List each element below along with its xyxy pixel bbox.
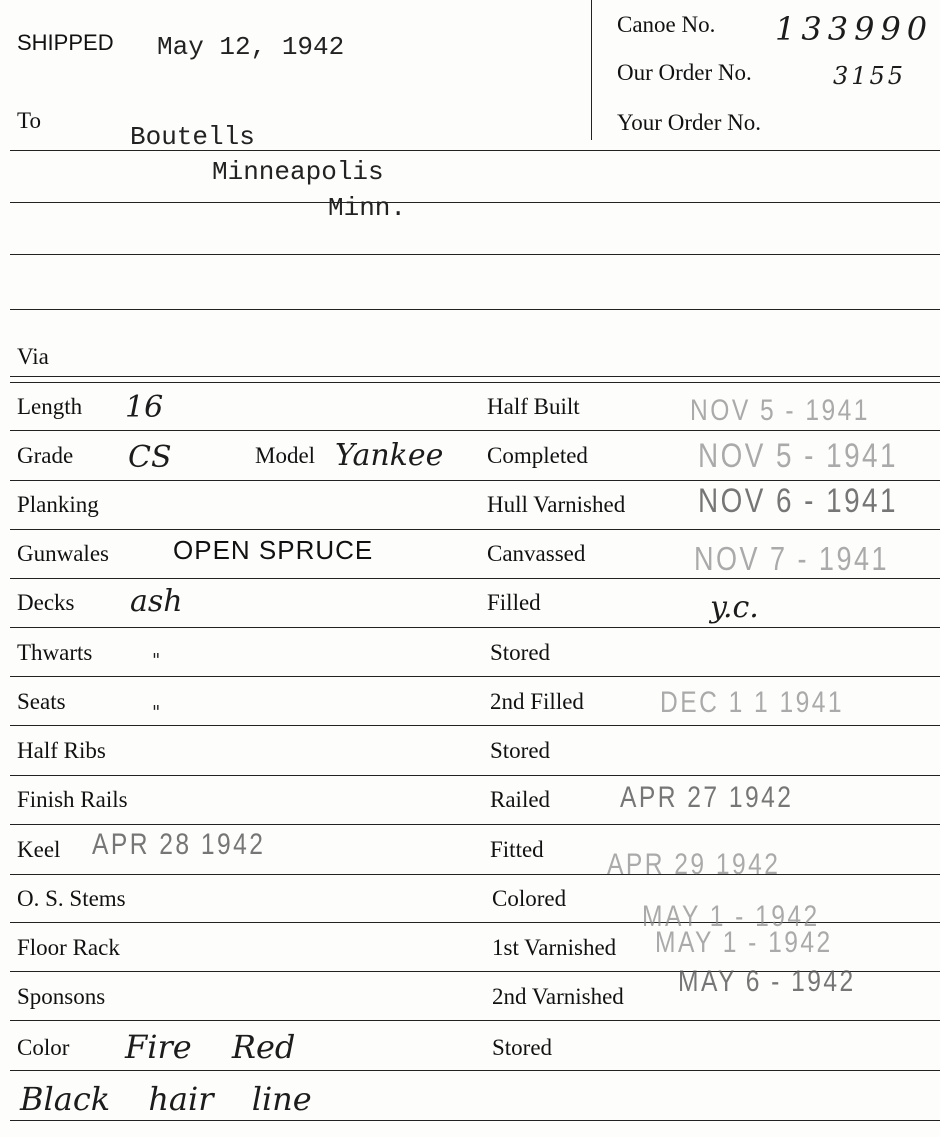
first-varnished-label: 1st Varnished	[492, 935, 617, 960]
row-line	[10, 874, 940, 875]
color-label: Color	[17, 1035, 70, 1060]
row-line	[10, 529, 940, 530]
row-line	[10, 480, 940, 481]
row-line	[10, 1070, 940, 1071]
grade-label: Grade	[17, 443, 74, 468]
grade-value: CS	[128, 440, 172, 475]
keel-stamp: APR 28 1942	[92, 828, 266, 861]
floor-rack-label: Floor Rack	[17, 935, 120, 960]
row-line	[10, 430, 940, 431]
os-stems-label: O. S. Stems	[17, 886, 126, 911]
our-order-label: Our Order No.	[617, 60, 752, 85]
hull-varnished-label: Hull Varnished	[487, 492, 626, 517]
row-line	[10, 725, 940, 726]
second-filled-stamp: DEC 1 1 1941	[660, 686, 845, 719]
first-varnished-stamp: MAY 1 - 1942	[655, 926, 833, 959]
to-line-4	[10, 309, 940, 310]
railed-label: Railed	[490, 787, 551, 812]
to-label: To	[17, 108, 41, 133]
completed-label: Completed	[487, 443, 588, 468]
decks-label: Decks	[17, 590, 75, 615]
our-order-value: 3155	[833, 62, 907, 90]
railed-stamp: APR 27 1942	[620, 781, 794, 814]
finish-rails-label: Finish Rails	[17, 787, 128, 812]
half-built-stamp: NOV 5 - 1941	[690, 394, 870, 427]
row-line	[10, 824, 940, 825]
fitted-label: Fitted	[490, 837, 544, 862]
to-line-2	[10, 202, 940, 203]
canoe-no-label: Canoe No.	[617, 12, 716, 37]
color-value: Fire Red	[125, 1028, 296, 1066]
row-line	[10, 775, 940, 776]
to-address-line3: Minn.	[328, 193, 407, 223]
half-ribs-label: Half Ribs	[17, 738, 106, 763]
color-note: Black hair line	[20, 1080, 312, 1118]
seats-ditto: "	[152, 702, 161, 723]
canvassed-label: Canvassed	[487, 541, 586, 566]
colored-stamp: MAY 1 - 1942	[642, 900, 820, 933]
filled-initials: y.c.	[710, 590, 759, 625]
sponsons-label: Sponsons	[17, 984, 106, 1009]
canvassed-stamp: NOV 7 - 1941	[694, 540, 889, 577]
half-built-label: Half Built	[487, 394, 580, 419]
via-label: Via	[17, 344, 49, 369]
gunwales-label: Gunwales	[17, 541, 109, 566]
row-line	[10, 676, 940, 677]
length-value: 16	[125, 390, 164, 425]
model-value: Yankee	[335, 438, 444, 473]
second-varnished-label: 2nd Varnished	[492, 984, 624, 1009]
shipped-date: May 12, 1942	[157, 32, 345, 62]
your-order-label: Your Order No.	[617, 110, 761, 135]
decks-value: ash	[130, 584, 183, 619]
fitted-stamp: APR 29 1942	[607, 848, 781, 881]
model-label: Model	[255, 443, 316, 468]
row-line	[10, 1120, 940, 1121]
colored-label: Colored	[492, 886, 567, 911]
thwarts-label: Thwarts	[17, 640, 93, 665]
gunwales-value: OPEN SPRUCE	[173, 535, 374, 565]
shipped-label: SHIPPED	[17, 30, 114, 55]
row-line	[10, 627, 940, 628]
hull-varnished-stamp: NOV 6 - 1941	[698, 482, 898, 520]
length-label: Length	[17, 394, 83, 419]
via-line-bottom	[10, 382, 940, 383]
second-filled-label: 2nd Filled	[490, 689, 584, 714]
to-address-line1: Boutells	[130, 122, 255, 152]
seats-label: Seats	[17, 689, 66, 714]
planking-label: Planking	[17, 492, 99, 517]
stored-label-2: Stored	[490, 738, 551, 763]
to-line-3	[10, 254, 940, 255]
via-line-top	[10, 376, 940, 377]
second-varnished-stamp: MAY 6 - 1942	[678, 965, 856, 998]
stored-label-1: Stored	[490, 640, 551, 665]
stored-label-3: Stored	[492, 1035, 553, 1060]
thwarts-ditto: "	[152, 650, 161, 671]
row-line	[10, 1020, 940, 1021]
to-address-line2: Minneapolis	[212, 157, 384, 187]
canoe-no-value: 133990	[775, 10, 934, 48]
keel-label: Keel	[17, 837, 61, 862]
completed-stamp: NOV 5 - 1941	[698, 437, 898, 475]
row-line	[10, 578, 940, 579]
order-box-divider	[591, 0, 592, 140]
filled-label: Filled	[487, 590, 541, 615]
